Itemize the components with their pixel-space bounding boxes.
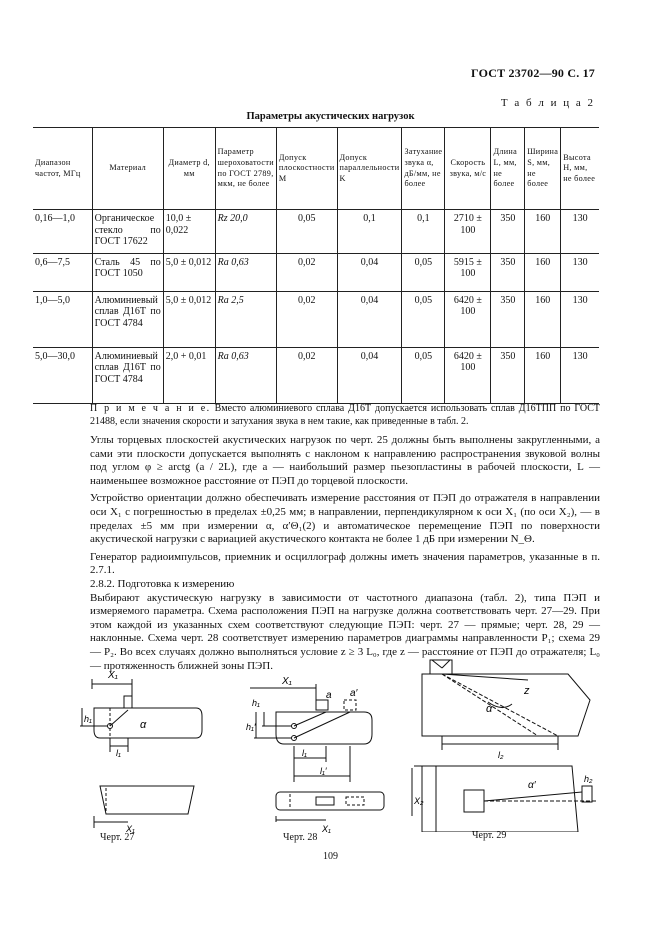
label-l1: l₁: [302, 748, 307, 758]
table-cell: 6420 ± 100: [445, 347, 491, 403]
col-header: Допуск плоскостности M: [276, 128, 337, 210]
table-cell: Органическое стекло по ГОСТ 17622: [92, 210, 163, 254]
label-alpha: α: [140, 719, 147, 731]
table-cell: 130: [561, 291, 599, 347]
label-h2: h₂: [584, 774, 593, 784]
table-cell: 1,0—5,0: [33, 291, 92, 347]
table-cell: Ra 2,5: [215, 291, 276, 347]
page-header: ГОСТ 23702—90 С. 17: [471, 66, 595, 80]
col-header: Допуск параллельности K: [337, 128, 402, 210]
label-a-prime: a′: [350, 688, 358, 699]
label-alpha: α: [486, 703, 493, 715]
table-cell: 0,02: [276, 291, 337, 347]
label-a: a: [326, 690, 332, 701]
table-cell: 0,6—7,5: [33, 253, 92, 291]
table-cell: 130: [561, 210, 599, 254]
table-row: [33, 291, 599, 347]
table-cell: 5915 ± 100: [445, 253, 491, 291]
section-heading: 2.8.2. Подготовка к измерению: [90, 577, 235, 590]
col-header: Длина L, мм, не более: [491, 128, 525, 210]
table-header-row: [33, 128, 599, 210]
label-l1: l₁: [116, 748, 121, 758]
table-cell: 0,02: [276, 253, 337, 291]
table-row: [33, 253, 599, 291]
table-cell: 0,1: [337, 210, 402, 254]
label-l1-prime: l₁′: [320, 766, 327, 776]
note-text: Вместо алюминиевого сплава Д16Т допускается использовать сплав Д16ТПП по ГОСТ 21488, если значения скорости и затухания звука в нем такие, как приведенные в табл. 2.: [90, 403, 601, 427]
col-header: Параметр шероховатости по ГОСТ 2789, мкм, не более: [215, 128, 276, 210]
table-cell: 6420 ± 100: [445, 291, 491, 347]
table-cell: 160: [525, 253, 561, 291]
table-cell: 0,05: [402, 291, 445, 347]
col-header: Затухание звука α, дБ/мм, не более: [402, 128, 445, 210]
table-cell: 350: [491, 253, 525, 291]
table-cell: 350: [491, 291, 525, 347]
col-header: Ширина S, мм, не более: [525, 128, 561, 210]
col-header: Диапазон частот, МГц: [33, 128, 92, 210]
table-cell: 350: [491, 210, 525, 254]
col-header: Высота H, мм, не более: [561, 128, 599, 210]
table-cell: 130: [561, 347, 599, 403]
figure-29: [408, 656, 604, 832]
page-number: 109: [323, 851, 338, 862]
table-cell: 10,0 ± 0,022: [163, 210, 215, 254]
table-cell: Rz 20,0: [215, 210, 276, 254]
figure-28: [246, 670, 396, 840]
label-x1b: X₁: [126, 824, 135, 834]
table-cell: 0,02: [276, 347, 337, 403]
table-cell: Алюминиевый сплав Д16Т по ГОСТ 4784: [92, 291, 163, 347]
label-x1: X₁: [282, 676, 292, 687]
table-cell: 5,0—30,0: [33, 347, 92, 403]
label-z: z: [524, 685, 530, 697]
table-cell: 2710 ± 100: [445, 210, 491, 254]
label-x2: X₂: [414, 796, 424, 806]
figure-29-caption: Черт. 29: [472, 830, 507, 841]
paragraph: Выбирают акустическую нагрузку в зависимости от частотного диапазона (табл. 2), типа ПЭП и измеряемого параметра. Схема расположения ПЭП на нагрузке должна соответствовать черт. 27—29. При этом каждой из указанных схем соответствуют следующие ПЭП: черт. 27 — прямые; черт. 28, 29 — наклонные. Схема черт. 28 соответствует измерению параметров диаграммы направленности P₁; схема 29 — P₂. Во всех случаях должно выполняться условие z ≥ 3 L₀, где z — расстояние от ПЭП до отражателя; L₀ — протяженность ближней зоны ПЭП.: [90, 591, 600, 672]
table-cell: Ra 0,63: [215, 253, 276, 291]
parameters-table: [33, 127, 599, 404]
figure-27-caption: Черт. 27: [100, 832, 135, 843]
table-cell: 0,04: [337, 347, 402, 403]
table-cell: 5,0 ± 0,012: [163, 291, 215, 347]
table-cell: 130: [561, 253, 599, 291]
table-cell: Ra 0,63: [215, 347, 276, 403]
table-cell: 0,05: [402, 253, 445, 291]
label-h1: h₁: [252, 698, 260, 708]
label-l2: l₂: [498, 750, 504, 760]
table-cell: 5,0 ± 0,012: [163, 253, 215, 291]
table-cell: Алюминиевый сплав Д16Т по ГОСТ 4784: [92, 347, 163, 403]
table-cell: 2,0 + 0,01: [163, 347, 215, 403]
table-cell: 160: [525, 291, 561, 347]
table-cell: 0,05: [276, 210, 337, 254]
col-header: Скорость звука, м/с: [445, 128, 491, 210]
table-title: Параметры акустических нагрузок: [246, 111, 415, 122]
table-cell: 0,04: [337, 291, 402, 347]
col-header: Материал: [92, 128, 163, 210]
paragraph: Генератор радиоимпульсов, приемник и осциллограф должны иметь значения параметров, указанные в п. 2.7.1.: [90, 550, 600, 577]
table-cell: 0,1: [402, 210, 445, 254]
table-note: [90, 402, 600, 428]
table-cell: 0,04: [337, 253, 402, 291]
table-label: Т а б л и ц а 2: [500, 97, 595, 109]
table-row: [33, 347, 599, 403]
paragraph: Устройство ориентации должно обеспечивать измерение расстояния от ПЭП до отражателя в направлении оси X₁ с погрешностью в пределах ±0,25 мм; в направлении, перпендикулярном к оси X₁ (по оси X₂), — в пределах ±5 мм при измерении α, α′Θ₁(2) и автоматическое перемещение ПЭП по поверхности акустической нагрузки с вариацией акустического контакта не более 1 дБ при измерении N_Θ.: [90, 492, 600, 546]
body-text: [90, 434, 600, 673]
table-cell: 160: [525, 347, 561, 403]
table-cell: 160: [525, 210, 561, 254]
table-row: [33, 210, 599, 254]
paragraph: Углы торцевых плоскостей акустических нагрузок по черт. 25 должны быть выполнены закругленными, а сами эти плоскости допускается выполнять с наклоном к направлению распространения звуковой волны под углом φ ≥ arctg (a / 2L), где a — наибольший размер пьезопластины в рабочей плоскости, L — наименьшее возможное расстояние от ПЭП до торцевой плоскости.: [90, 434, 600, 487]
note-label: П р и м е ч а н и е.: [90, 403, 211, 414]
figure-28-caption: Черт. 28: [283, 832, 318, 843]
label-x1b: X₁: [322, 824, 331, 834]
col-header: Диаметр d, мм: [163, 128, 215, 210]
table-cell: 0,05: [402, 347, 445, 403]
label-alpha-prime: α′: [528, 780, 536, 791]
label-x1: X₁: [108, 670, 118, 681]
table-cell: 350: [491, 347, 525, 403]
table-cell: Сталь 45 по ГОСТ 1050: [92, 253, 163, 291]
figure-27: [80, 666, 220, 836]
label-h1-prime: h₁′: [246, 722, 256, 732]
table-cell: 0,16—1,0: [33, 210, 92, 254]
label-h1: h₁: [84, 714, 92, 724]
